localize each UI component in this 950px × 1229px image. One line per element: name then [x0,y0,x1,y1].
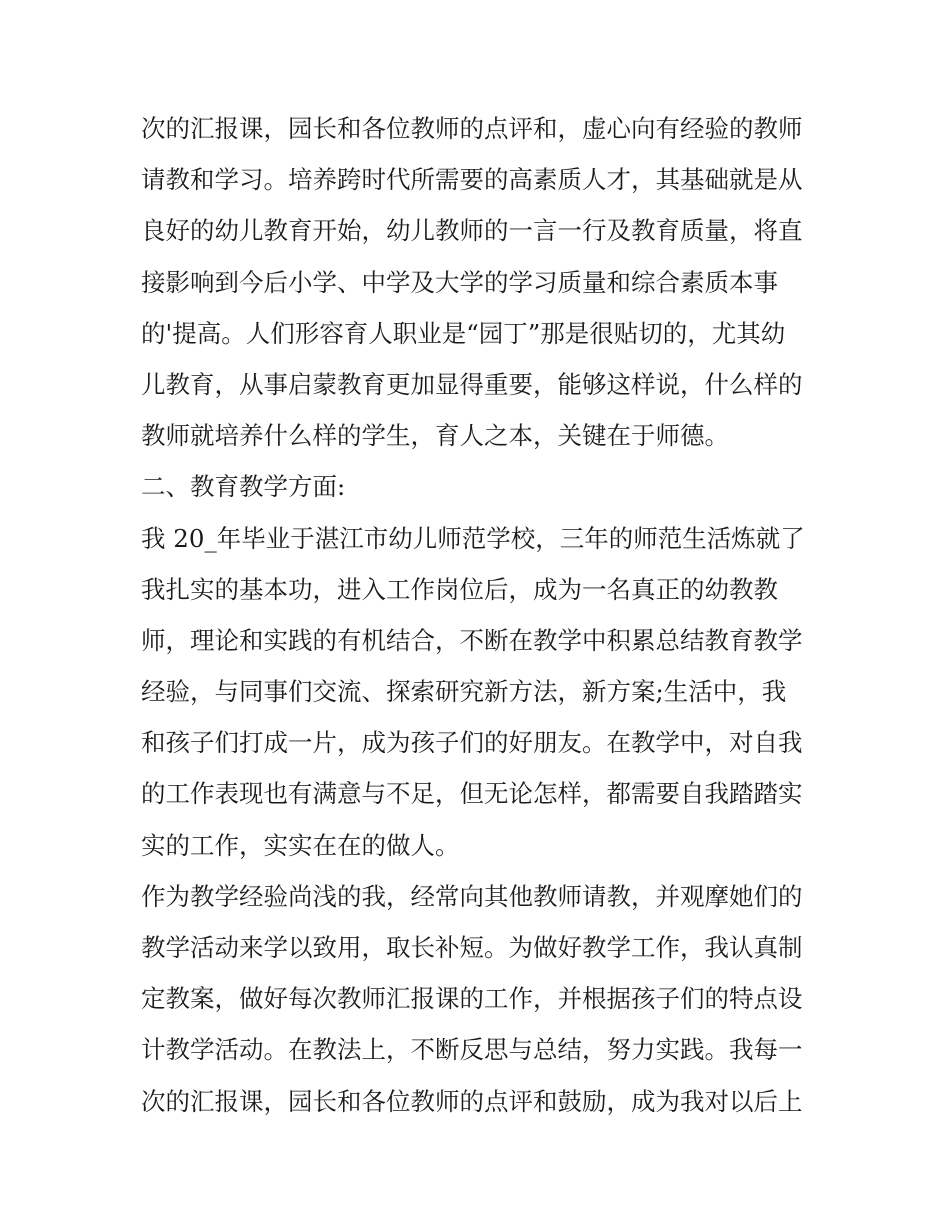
text-line: 请教和学习。培养跨时代所需要的高素质人才，其基础就是从 [141,165,803,195]
text-line: 良好的幼儿教育开始，幼儿教师的一言一行及教育质量，将直 [141,216,803,246]
text-line: 接影响到今后小学、中学及大学的学习质量和综合素质本事 [141,267,778,297]
text-line: 师，理论和实践的有机结合，不断在教学中积累总结教育教学 [141,625,803,655]
text-line: 教师就培养什么样的学生，育人之本，关键在于师德。 [141,421,729,451]
text-line: 教学活动来学以致用，取长补短。为做好教学工作，我认真制 [141,933,803,962]
text-line: 我 20_年毕业于湛江市幼儿师范学校，三年的师范生活炼就了 [141,523,805,553]
text-line: 的工作表现也有满意与不足，但无论怎样，都需要自我踏踏实 [141,779,803,809]
text-line: 定教案，做好每次教师汇报课的工作，并根据孩子们的特点设 [141,984,803,1014]
text-line: 和孩子们打成一片，成为孩子们的好朋友。在教学中，对自我 [141,728,803,758]
text-line: 儿教育，从事启蒙教育更加显得重要，能够这样说，什么样的 [141,369,803,399]
text-line: 实的工作，实实在在的做人。 [141,830,460,860]
text-line: 作为教学经验尚浅的我，经常向其他教师请教，并观摩她们的 [141,881,803,911]
text-line: 次的汇报课，园长和各位教师的点评和，虚心向有经验的教师 [141,114,803,143]
text-line: 经验，与同事们交流、探索研究新方法，新方案;生活中，我 [141,677,787,707]
text-line: 计教学活动。在教法上，不断反思与总结，努力实践。我每一 [141,1035,803,1065]
section-heading: 二、教育教学方面: [141,472,346,502]
document-page [141,103,821,1127]
text-line: 我扎实的基本功，进入工作岗位后，成为一名真正的幼教教 [141,574,778,604]
text-line: 次的汇报课，园长和各位教师的点评和鼓励，成为我对以后上 [141,1086,803,1116]
text-line: 的'提高。人们形容育人职业是“园丁”那是很贴切的，尤其幼 [141,318,786,348]
